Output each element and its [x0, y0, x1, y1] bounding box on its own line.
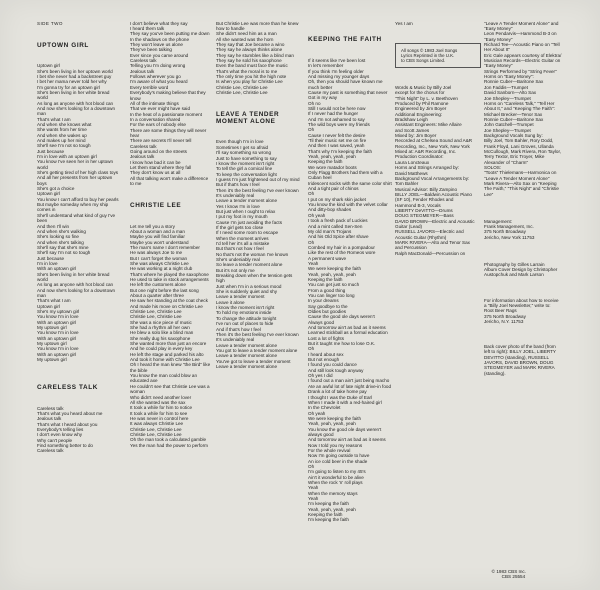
management-info: Management: Frank Management, Inc. 375 North Broadway Jericho, New York 11753 — [484, 218, 535, 240]
credits-production: Words & Music by Billy Joel except for the chorus for "This Night" by L. v. Beethoven Produced by Phil Ramone Engineered by Jim Boyer Additional Engineering: Bradshaw Leigh Assistant Engineers: Mike Allaire and Scott James Mixed by: Jim Boyer Recorded at Chelsea Sound and A&R Recording, Inc., New York, New York Mixed at: A&R Recording, Inc. Production Coordinator: Laura Loncteaux Horns and Strings Arranged by: David Matthews Background Vocal Arrangements by: Tom Bahler Musical Advisor: Billy Zampino BILLY JOEL—Baldwin Acoustic Piano (SF 10), Fender Rhodes and Hammond B-3, Vocals LIBERTY DeVITTO—Drums DOUG STEGMEYER—Bass DAVID BROWN—Electric and Acoustic Guitar (Lead) RUSSELL JAVORS—Electric and Acoustic Guitar (Rhythm) MARK RIVERA—Alto and Tenor Sax and Percussion Ralph MacDonald—Percussion on — [395, 85, 475, 256]
song-title-keeping-the-faith: KEEPING THE FAITH — [308, 36, 382, 44]
lyrics-leave-a-tender-moment-part1: Even though I'm in love Sometimes I get so afraid I'll say something so wrong Just to have something to say I know the moment isn't right To tell the girl a comical line To keep the conversation light I guess I'm just frightened out of my mind But if that's how I feel Then it's the best feeling I've ever known It's undeniably real Leave a tender moment alone Yes I know I'm in love But just when I ought to relax I put my foot in my mouth Cause I'm just avoiding the facts If the girl gets too close If I need some room to escape When the moment arrives I'd tell her it's all a mistake But that's not how I feel No that's not the woman I've known She's undeniably real So leave a tender moment alone But it's not only me Breaking down when the tension gets high Just when I'm in a serious mood She is suddenly quiet and shy Leave a tender moment Leave it alone I know the moment isn't right To hold my emotions inside To change the attitude tonight I've run out of places to hide And if that's how I feel Then it's the best feeling I've ever known It's undeniably real Leave a tender moment alone You got to leave a tender moment alone Leave a tender moment alone You've got to leave a tender moment Leave a tender moment alone — [216, 139, 300, 369]
photography-credits: Photography by Gilles Larrain Album Cover Design by Christopher Austopchuk and Mark Larson — [484, 261, 558, 278]
column-3 — [216, 10, 302, 380]
lyrics-keeping-the-faith-part1: If it seems like I've been lost In let's remember If you think I'm feeling older And missing my younger days Oh, then you should have known me much better Cause my past is something that never Got in my way Oh no Still I would not be here now If I never had the hunger And I'm not ashamed to say The wild boys were my friends Oh Cause I never felt the desire 'Til their music set me on fire And then I was saved, yeah That's why I'm keeping the faith Yeah, yeah, yeah, yeah Keeping the faith We wore matador boots Only Flagg Brothers had them with a Cuban heel Iridescent socks with the same color shirt And a tight pair of chinos Oh I put on my shark skin jacket You know the kind with the velvet collar And ditty-bop shades Oh yeah I took a fresh pack of Luckies And a mint called Sen-Sen My old man's Trojans And his Old Spice after shave Oh Combed my hair in a pompadour Like the rest of the Romeos wore A permanent wave Yeah We were keeping the faith Yeah, yeah, yeah, yeah Keeping the faith You can get just so much From a good thing You can linger too long In your dreams Say goodbye to the Oldies but goodies Cause the good ole days weren't Always good And tomorrow ain't as bad as it seems Learned stickball as a formal education Lost a lot of fights But it taught me how to lose O.K. Oh I heard about sex But not enough I found you could dance And still look tough anyway Oh yes I did I found out a man ain't just being macho Ate an awful lot of late night drive-in food Drank a lot of take home pay I thought I was the Duke of Earl When I made it with a red-haired girl In the Chevrolet Oh yeah We were keeping the faith Yeah, yeah, yeah, yeah You know the good ole days weren't always good And tomorrow ain't as bad as it seems Now I told you my reasons For the whole revival Now I'm going outside to have An ice cold beer in the shade Oh I'm going to listen to my 45's Ain't it wonderful to be alive When the rock 'n' roll plays Yeah When the memory stays Yeah I'm keeping the faith Yeah, yeah, yeah, yeah Keeping the faith I'm keeping the faith — [308, 57, 392, 523]
column-2 — [130, 10, 213, 459]
song-title-christie-lee: CHRISTIE LEE — [130, 202, 182, 210]
lyrics-careless-talk-part2: I don't believe what they say I heard them talk They say you've been putting me down In the shadows on the phone They won't leave us alone They've been talking Ever since you came around Careless talk Telling you I'm doing wrong Jealous talk Follows wherever you go I'm aware of what you heard Every terrible word Everybody's making believe that they know All of the intimate things That we ever might have said In the heat of a passionate moment In a conversation shared For the ears of nobody else There are some things they will never hear There are secrets I'll never tell Careless talk Going around on the streets Jealous talk I know how bad it can be Let them stand where they fall They don't know us at all All that talking won't make a difference to me — [130, 20, 210, 186]
column-4 — [308, 10, 394, 533]
footer — [484, 564, 584, 585]
lyrics-christie-lee-part2: But Christie Lee was more than he knew how to handle She didn't need him as a man All she wanted was the horn They say that Joe became a wino They say he always thinks alone They say he stumbles like a blind man They say he sold his saxophone Even the band must face the music That's what the moral is to me The only time you hit the high note Is when you play for Christie Lee Christie Lee, Christie Lee Christie Lee, Christie Lee — [216, 20, 299, 96]
column-6 — [484, 10, 584, 585]
footer-copyright: © 1983 CBS Inc. — [491, 568, 526, 574]
lyrics-uptown-girl: Uptown girl She's been living in her uptown world I bet she never had a backstreet guy I bet her mama never told her why I'm gonna try for an uptown girl She's been living in her white bread world As long as anyone with hot blood can And now she's looking for a downtown man That's what I am And when she knows what She wants from her time And when she wakes up And makes up her mind She'll see I'm not so tough Just because I'm in love with an uptown girl You know I've seen her in her uptown world She's getting tired of her high class toys And all her presents from her uptown boys She's got a choice Uptown girl You know I can't afford to buy her pearls But maybe someday when my ship comes in She'll understand what kind of guy I've been And then I'll win And when she's walking She's looking so fine And when she's talking She'll say that she's mine She'll say I'm not so tough Just because I'm in love With an uptown girl She's been living in her white bread world As long as anyone with hot blood can And now she's looking for a downtown man That's what I am Uptown girl She's my uptown girl You know I'm in love With an uptown girl My uptown girl You know I'm in love With an uptown girl My uptown girl You know I'm in love With an uptown girl My uptown girl — [37, 63, 119, 363]
back-cover-caption: Back cover photo of the band (from left to right): BILLY JOEL, LIBERTY DEVITTO (standing), RUSSELL JAVORS, DAVID BROWN, DOUG STEGMEYER and MARK RIVERA (standing). — [484, 343, 557, 376]
copyright-box: All songs © 1983 Joel Songs Lyrics Reprinted in the U.K. to CBS Songs Limited. — [395, 43, 481, 69]
song-title-uptown-girl: UPTOWN GIRL — [37, 41, 89, 49]
song-title-careless-talk: CARELESS TALK — [37, 384, 98, 392]
lyrics-christie-lee-part1: Let me tell you a story About a woman and a man Maybe you will find familiar Maybe you won't understand The man's name I don't remember He was always Joe to me But I can't forget the woman She was always Christie Lee He was working at a night club That's where he played the saxophone He used to take in stock arrangements He left the customers alone But one night before the last song About a quarter after three He saw her standing at the coat check And made his move on Christie Lee Christie Lee, Christie Lee Christie Lee, Christie Lee She was a nice piece of music She had a rhythm all her own He blew a solo like a blind man She really dug his saxophone She wanted more than just an encore And he could play in every key He left the stage and parked his alto And took it home with Christie Lee Oh I heard the man knew "the Bird" like the bible You know the man could blow an educated axe He couldn't see that Christie Lee was a woman Who didn't need another lover All she wanted was the sax It took a while for him to notice It took a while for him to see He was never in control here It was always Christie Lee Christie Lee, Christie Lee Christie Lee, Christie Lee Oh the man took a calculated gamble Yes the man had the power to perform — [130, 223, 211, 448]
column-1 — [37, 10, 119, 464]
song-title-leave-a-tender-moment-alone: LEAVE A TENDER MOMENT ALONE — [216, 111, 282, 125]
column-5 — [395, 10, 481, 267]
newsletter-info: For information about how to receive a "Billy Joel Newsletter," write to: Root Beer Rags 375 North Broadway Jericho, N.Y. 11753 — [484, 297, 559, 324]
side-label: SIDE TWO — [37, 20, 63, 26]
footer-catalog: CBS 25554 — [501, 574, 526, 580]
credits-musicians: "Leave A Tender Moment Alone" and "Easy Money" Leon Pendarvis—Hammond B-3 on "Easy Money" Richard Tee—Acoustic Piano on "Tell Her About It" Eric Gale appears courtesy of Elektra/ Musician Records—Electric Guitar on "Easy Money" Strings Performed by "String Fever" Horns on "Easy Money": Ronnie Cuber—Baritone Sax Jon Faddis—Trumpet David Sanborn—Alto Sax Joe Shepley—Trumpet Horns on "Careless Talk," "Tell Her About It," and "Keeping The Faith": Michael Brecker—Tenor Sax Ronnie Cuber—Baritone Sax John Gatchell—Trumpet Joe Shepley—Trumpet Background Vocals Sung by: Billy Joel, Tom Bahler, Rory Dodd, Frank Floyd, Lani Groves, Ullanda McCullough, Mark Rivera, Ron Taylor, Terry Textor, Eric Troyer, Mike Alexander of "Charm" SOLOS: "Toots" Thielemans—Harmonica on "Leave A Tender Moment Alone" Mark Rivera—Alto Sax on "Keeping The Faith," "This Night" and "Christie Lee" — [484, 20, 562, 197]
lyrics-careless-talk-part1: Careless talk That's what you heard about me Jealous talk That's what I heard about you Everybody's telling lies I don't even know why Why can't people Find something better to do Careless talk — [37, 405, 103, 454]
lyrics-keeping-the-faith-part2: Yes I am — [395, 20, 413, 26]
